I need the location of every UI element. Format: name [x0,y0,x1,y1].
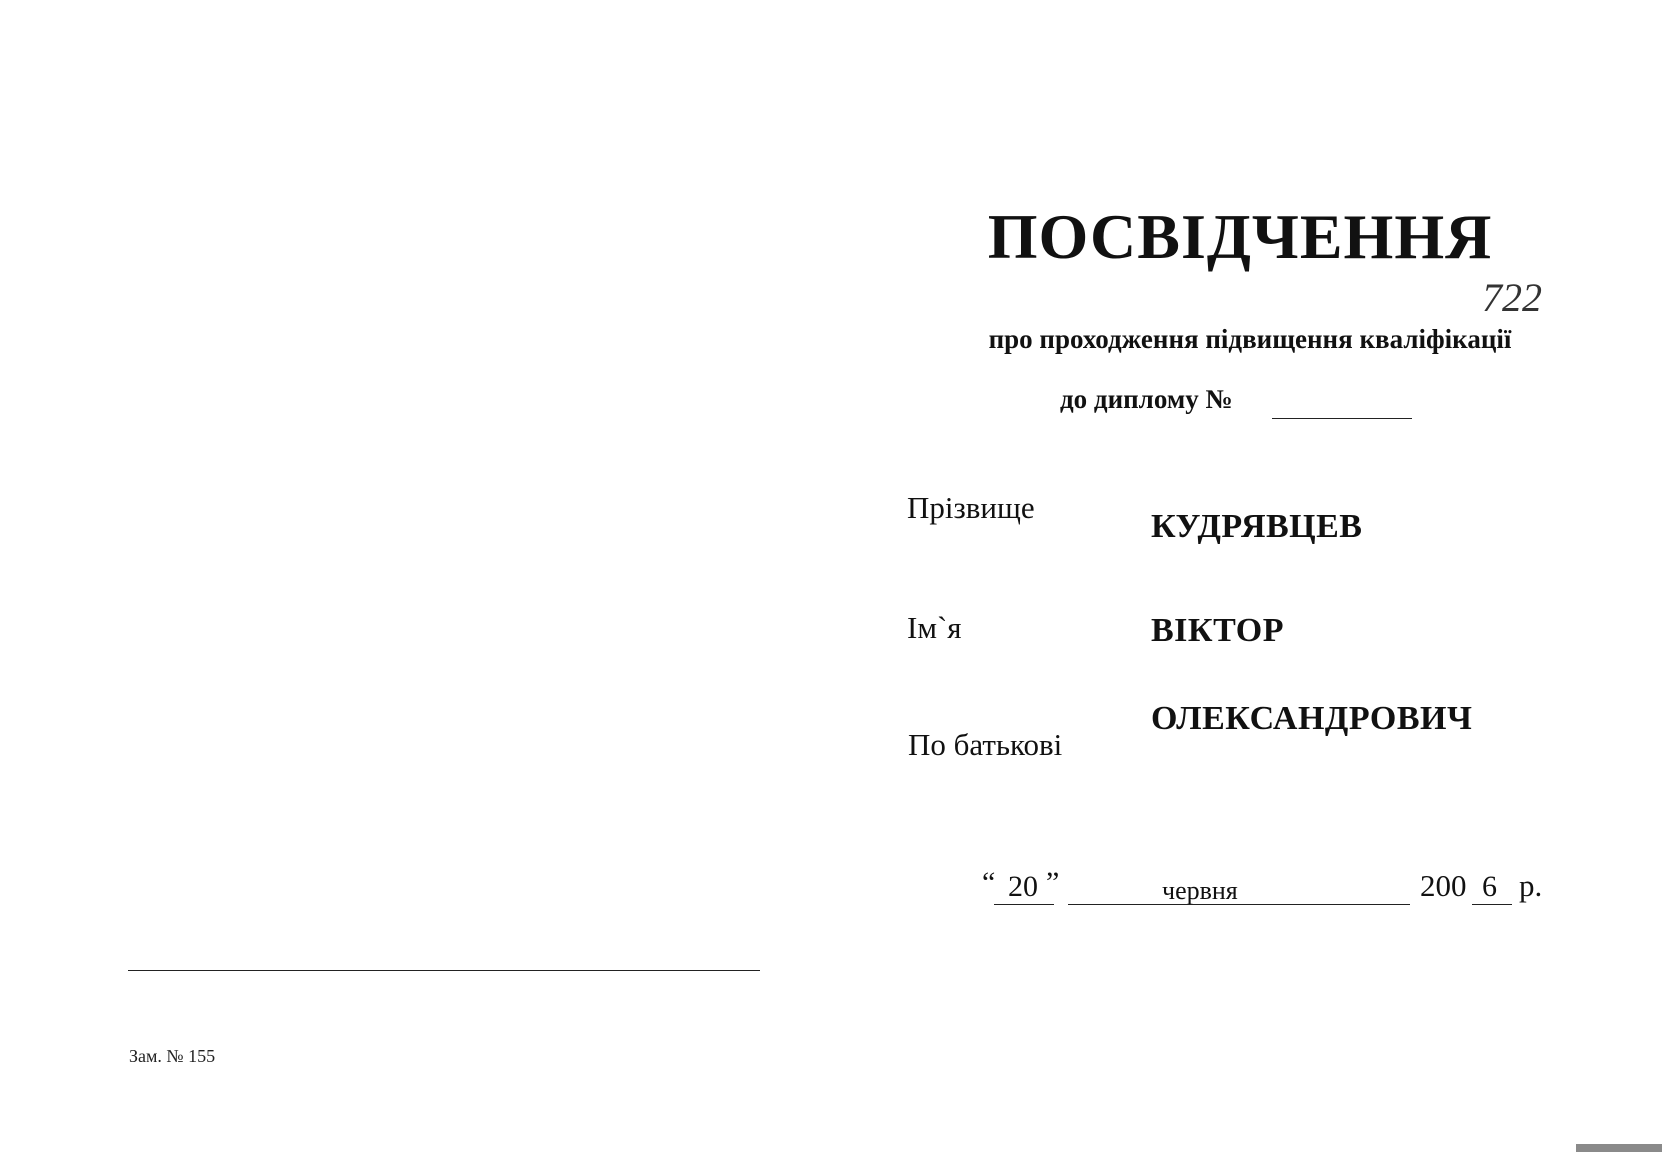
date-year-prefix: 200 [1420,868,1467,903]
date-quote-open: “ [982,866,996,899]
date-year-digit: 6 [1482,870,1497,903]
surname-value: КУДРЯВЦЕВ [1151,508,1363,545]
date-month: червня [1162,876,1238,905]
certificate-title: ПОСВІДЧЕННЯ [987,201,1493,272]
first-name-label: Ім`я [907,610,962,645]
date-day: 20 [1008,870,1038,903]
patronymic-value: ОЛЕКСАНДРОВИЧ [1151,700,1473,737]
signature-line [128,970,760,971]
diploma-number-label: до диплому № [1060,384,1233,414]
date-year-suffix: р. [1519,868,1543,903]
date-month-underline [1068,904,1410,905]
date-year-underline [1472,904,1512,905]
first-name-value: ВІКТОР [1151,612,1285,649]
order-number: Зам. № 155 [129,1046,216,1066]
date-day-underline [994,904,1054,905]
scan-edge-mark [1576,1144,1662,1152]
diploma-number-blank [1272,418,1412,419]
surname-label: Прізвище [907,490,1035,525]
date-quote-close: ” [1046,866,1060,899]
patronymic-label: По батькові [908,727,1063,762]
certificate-subtitle: про проходження підвищення кваліфікації [988,324,1512,354]
registration-number: 722 [1482,275,1542,320]
